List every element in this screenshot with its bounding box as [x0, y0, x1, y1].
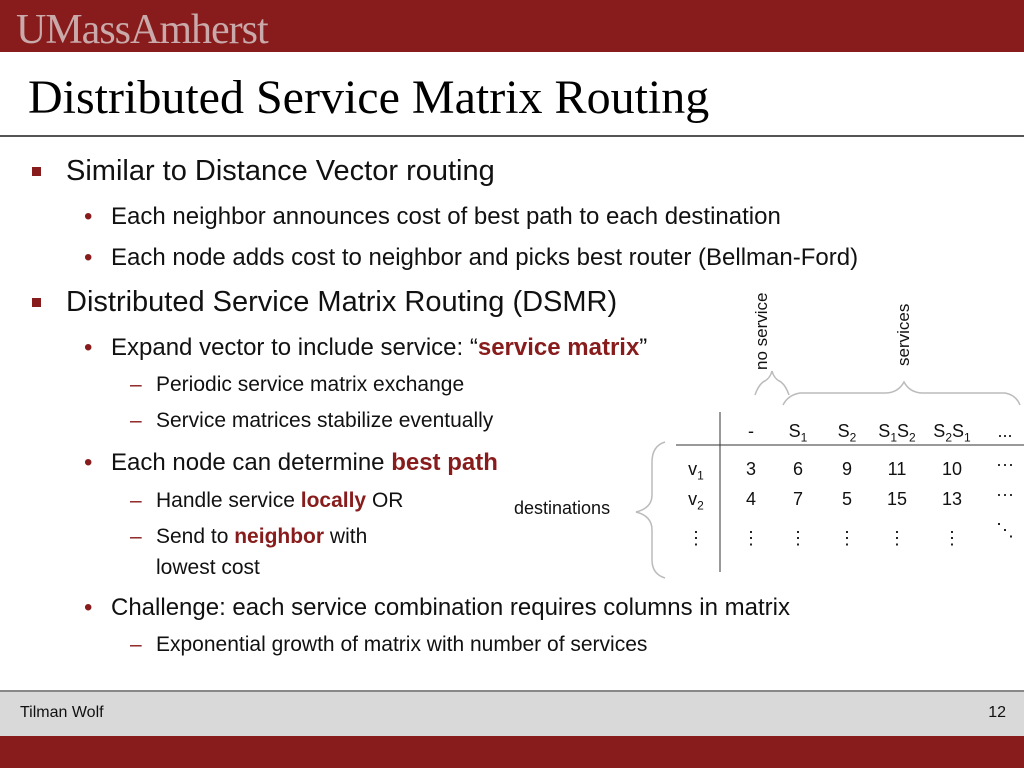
dot-bullet-icon: •: [84, 594, 93, 621]
bullet-2a2: Service matrices stabilize eventually: [156, 409, 494, 432]
dot-bullet-icon: •: [84, 334, 93, 361]
matrix-col-header: ...: [997, 421, 1013, 441]
matrix-cell: ⋮: [943, 528, 961, 548]
matrix-cell: ⋮: [789, 528, 807, 548]
matrix-cell: 9: [841, 459, 852, 479]
dot-bullet-icon: •: [84, 449, 93, 476]
matrix-cell: 3: [745, 459, 756, 479]
matrix-cell: 11: [887, 459, 907, 479]
matrix-cell: 7: [792, 489, 803, 509]
no-service-label: no service: [752, 292, 771, 370]
page-number: 12: [988, 704, 1006, 721]
dash-bullet-icon: –: [130, 373, 142, 396]
services-label: services: [894, 303, 913, 366]
bullet-2a1: Periodic service matrix exchange: [156, 373, 465, 396]
no-service-brace: [755, 371, 789, 395]
matrix-row-header: $v_2$: [688, 489, 704, 513]
matrix-col-header: $S_2$: [837, 421, 857, 445]
destinations-brace: [636, 442, 665, 578]
matrix-cell: 5: [841, 489, 852, 509]
matrix-cell: ⋮: [742, 528, 760, 548]
matrix-cell: ⋮: [838, 528, 856, 548]
footer-author: Tilman Wolf: [20, 704, 104, 721]
matrix-cell: 6: [792, 459, 803, 479]
bullet-2a: Expand vector to include service: “service matrix”: [111, 334, 648, 361]
slide-footer: [0, 690, 1024, 736]
dash-bullet-icon: –: [130, 409, 142, 432]
dash-bullet-icon: –: [130, 633, 142, 656]
matrix-row-header: $v_1$: [688, 459, 704, 483]
bullet-2c: Challenge: each service combination requires columns in matrix: [111, 594, 790, 621]
destinations-label: destinations: [514, 498, 611, 518]
matrix-col-header: $S_1S_2$: [878, 421, 916, 445]
dot-bullet-icon: •: [84, 244, 93, 271]
matrix-cell: 4: [745, 489, 756, 509]
dash-bullet-icon: –: [130, 525, 142, 548]
bullet-2b: Each node can determine best path: [111, 449, 498, 476]
bullet-1: Similar to Distance Vector routing: [66, 155, 495, 187]
bullet-2c1: Exponential growth of matrix with number of services: [156, 633, 648, 656]
bottom-band: [0, 736, 1024, 768]
bullet-2b2: Send to neighbor with: [156, 525, 368, 548]
matrix-cell: 13: [941, 489, 963, 509]
bullet-1b: Each node adds cost to neighbor and picks best router (Bellman-Ford): [111, 244, 859, 271]
bullet-2b2-line2: lowest cost: [156, 556, 260, 579]
matrix-cell: 15: [886, 489, 908, 509]
matrix-col-header: $S_1$: [788, 421, 808, 445]
matrix-cell: ⋱: [996, 520, 1014, 540]
matrix-cell: 10: [941, 459, 963, 479]
matrix-row-header: ⋮: [687, 528, 705, 548]
matrix-cell: ⋮: [888, 528, 906, 548]
university-logo: UMassAmherst: [16, 7, 268, 53]
dot-bullet-icon: •: [84, 203, 93, 230]
bullet-2: Distributed Service Matrix Routing (DSMR): [66, 286, 618, 318]
matrix-col-header: $S_2S_1$: [933, 421, 971, 445]
matrix-col-header: -: [748, 421, 754, 441]
bullet-1a: Each neighbor announces cost of best path to each destination: [111, 203, 781, 230]
matrix-cell: ···: [996, 454, 1014, 474]
matrix-cell: ···: [996, 484, 1014, 504]
bullet-2b1: Handle service locally OR: [156, 489, 404, 512]
slide-title: Distributed Service Matrix Routing: [28, 71, 710, 124]
dash-bullet-icon: –: [130, 489, 142, 512]
services-brace: [783, 382, 1020, 405]
